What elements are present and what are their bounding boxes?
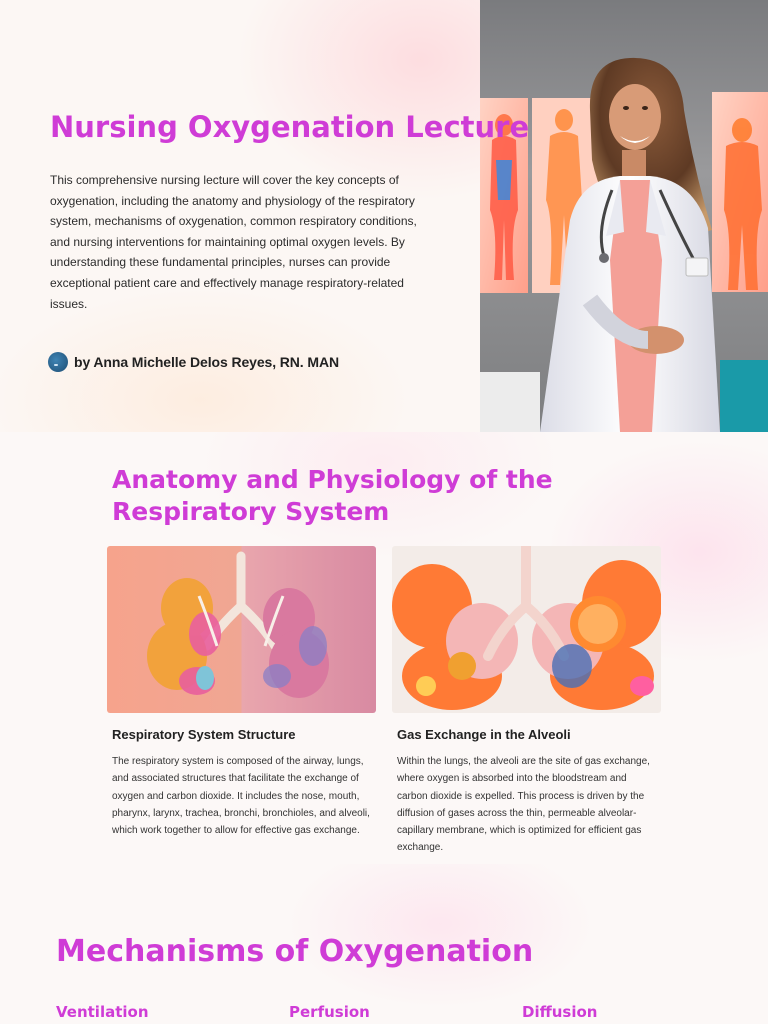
nurse-photo — [480, 0, 768, 432]
mechanisms-slide — [0, 864, 768, 1024]
mechanism-diffusion: Diffusion — [522, 1003, 598, 1021]
author-byline — [48, 352, 339, 372]
author-avatar — [48, 352, 68, 372]
alveoli-gas-exchange-image — [392, 546, 661, 713]
lungs-structure-image — [107, 546, 376, 713]
mechanism-ventilation: Ventilation — [56, 1003, 149, 1021]
card-title-gas-exchange: Gas Exchange in the Alveoli — [397, 727, 571, 742]
mechanisms-title: Mechanisms of Oxygenation — [56, 934, 534, 969]
card-title-structure: Respiratory System Structure — [112, 727, 296, 742]
lecture-intro: This comprehensive nursing lecture will cover the key concepts of oxygenation, including the anatomy and physiology of the respiratory system, mechanisms of oxygenation, common respiratory conditions, and nursing interventions for maintaining optimal oxygen levels. By understanding these fundamental principles, nurses can provide exceptional patient care and effectively manage respiratory-related issues. — [50, 173, 417, 311]
card-text-structure: The respiratory system is composed of the airway, lungs, and associated structures that facilitate the exchange of oxygen and carbon dioxide. It includes the nose, mouth, pharynx, larynx, trachea, bronchi, bronchioles, and alveoli, which work together to allow for effective gas exchange. — [112, 756, 370, 837]
author-name: by Anna Michelle Delos Reyes, RN. MAN — [74, 354, 339, 370]
anatomy-title: Anatomy and Physiology of the Respiratory System — [112, 465, 553, 526]
nurse-illustration — [480, 0, 768, 432]
anatomy-slide — [0, 432, 768, 864]
mechanism-perfusion: Perfusion — [289, 1003, 370, 1021]
title-slide — [0, 0, 768, 432]
card-text-gas-exchange: Within the lungs, the alveoli are the site of gas exchange, where oxygen is absorbed into the bloodstream and carbon dioxide is expelled. This process is driven by the diffusion of gases across the thin, permeable alveolar-capillary membrane, which is optimized for efficient gas exchange. — [397, 756, 650, 854]
lecture-title: Nursing Oxygenation Lecture — [50, 110, 530, 144]
